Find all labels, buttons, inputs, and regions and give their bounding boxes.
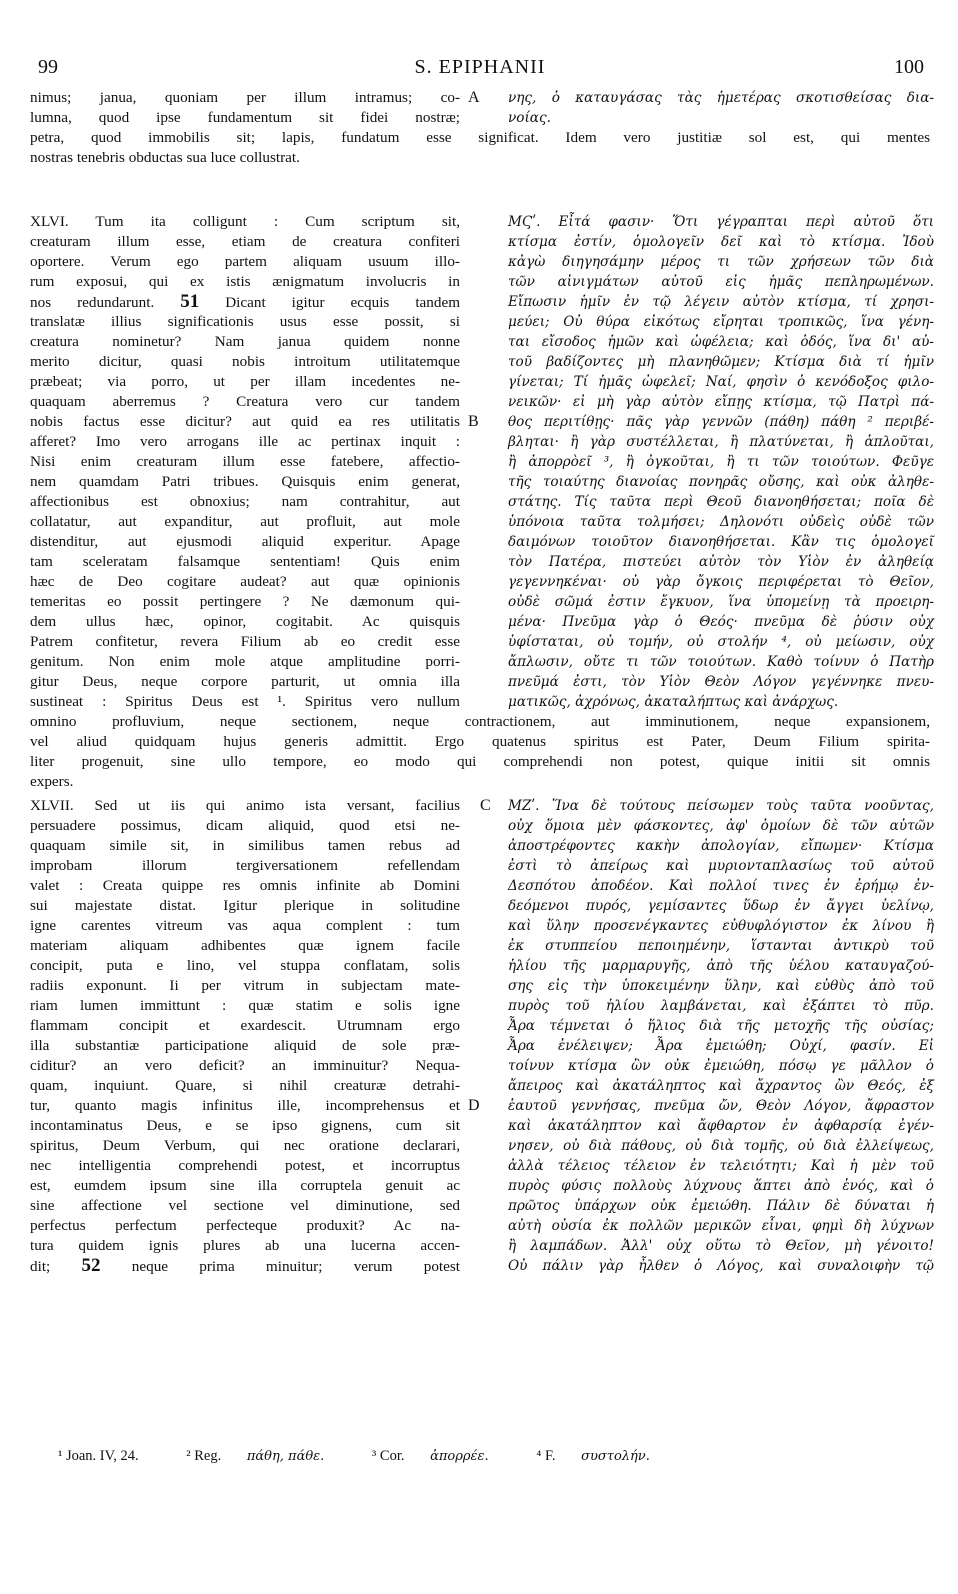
greek-line: μένα· Πνεῦμα γὰρ ὁ Θεός· πνεῦμα δὲ ῥύσιν οὐχ [508,614,934,630]
latin-line: valet : Creata quippe res omnis infinite ab Domini [30,877,460,894]
greek-line: γεγεννηκέναι· οὐ γὰρ ὄγκοις περιφέρεται τὸ Θεῖον, [508,574,934,590]
latin-line: præbeat; via porro, ut per illam incedentes ne- [30,373,460,390]
greek-line: θος περιτίθῃς· πᾶς γὰρ γεννῶν (πάθη) πάθη ² περιβέ- [508,414,934,430]
greek-line: νησεν, οὐ διὰ πάθους, οὐ διὰ τομῆς, οὐ διὰ ἐλλείψεως, [508,1138,934,1154]
latin-line: radiis exponunt. Ii per vitrum in subjectam mate- [30,977,460,994]
greek-line: τοίνυν κτίσμα ὢν οὐκ ἐμειώθη, πόσῳ γε μᾶλλον ὁ [508,1058,934,1074]
latin-line: concipit, puta e lino, vel stuppa conflatam, solis [30,957,460,974]
latin-line: genitum. Non enim mole atque amplitudine porri- [30,653,460,670]
greek-line: νοίας. [508,110,551,126]
footnote-3: ³ Cor. ἀπορρέε. [371,1448,489,1464]
greek-line: ἐκ στυππείου πεποιημένην, ἵστανται ἀντικρὺ τοῦ [508,938,934,954]
greek-line: πυρὸς τοῦ ἡλίου λαμβάνεται, καὶ ἐξάπτει τὸ πῦρ. [508,998,934,1014]
greek-line: κἀγὼ διηγησάμην μέρος τι τῶν χρήσεων τῶν διὰ [508,254,934,270]
latin-line: Nisi enim creaturam illum esse fatebere, affectio- [30,453,460,470]
latin-line: tur, quanto magis infinitus ille, incomprehensus et [30,1097,460,1114]
full-width-line: vel aliud quidquam hujus generis admittit. Ergo quatenus spiritus est Pater, Deum Filium spirita- [30,733,930,750]
latin-line: flammam concipit et exardescit. Utrumnam ergo [30,1017,460,1034]
greek-line: ἀλλὰ τέλειος τέλειον ἐν τελειότητι; Καὶ ἡ μὲν τοῦ [508,1158,934,1174]
latin-line: spiritus, Deum Verbum, qui nec oratione declarari, [30,1137,460,1154]
latin-line: ciditur? an vero deficit? an imminuitur? Nequa- [30,1057,460,1074]
greek-line: πνεῦμά ἐστι, τὸν Υἱὸν Θεὸν Λόγον γεγέννηκε πνευ- [508,674,934,690]
greek-line: μεύει; Οὐ θύρα εἰκότως εἴρηται τροπικῶς, ἵνα γένη- [508,314,934,330]
greek-line: Εἴπωσιν ἡμῖν ἐν τῷ λέγειν αὐτὸν κτίσμα, τί χρησι- [508,294,934,310]
full-width-line: petra, quod immobilis sit; lapis, fundatum esse significat. Idem vero justitiæ sol est, qui mentes [30,129,930,146]
latin-line: distenditur, aut ejusmodi aliquid experitur. Apage [30,533,460,550]
greek-line: οὐδὲ σῶμά ἐστιν ἔγκυον, ἵνα ὑπομείνῃ τὰ προειρη- [508,594,934,610]
footnote-2: ² Reg. πάθη, πάθε. [186,1448,325,1464]
latin-line: oportere. Verum ego partem aliquam usuum illo- [30,253,460,270]
greek-line: ἄπειρος καὶ ἀκατάληπτος καὶ ἄχραντος ὢν Θεός, ἐξ [508,1078,934,1094]
greek-line: στάτης. Τίς ταῦτα περὶ Θεοῦ διανοηθήσεται; ποῖα δὲ [508,494,934,510]
latin-line: incontaminatus Deus, e se ipso gignens, cum sit [30,1117,460,1134]
footnote-1: ¹ Joan. IV, 24. [58,1448,139,1464]
full-width-line: omnino profluvium, neque sectionem, neque contractionem, aut imminutionem, neque expansionem, [30,713,930,730]
latin-line: Patrem confitetur, revera Filium ab eo credit esse [30,633,460,650]
latin-line: quam, inquiunt. Quare, si nihil creaturæ detrahi- [30,1077,460,1094]
latin-line: tam sceleratam falsamque sententiam! Quis enim [30,553,460,570]
greek-line: βληται· ἢ γὰρ συστέλλεται, ἢ πλατύνεται, ἢ ἁπλοῦται, [508,434,934,450]
latin-line: dem ullus hæc, opinor, cogitabit. Ac quisquis [30,613,460,630]
section-number: 52 [81,1255,101,1276]
latin-line: lumna, quod ipse fundamentum sit fidei nostræ; [30,109,460,126]
greek-line: ἡλίου τῆς μαρμαρυγῆς, ἀπὸ τῆς ὑέλου καταυγαζού- [508,958,934,974]
greek-line: Οὐ πάλιν γὰρ ἦλθεν ὁ Λόγος, καὶ συναλοιφὴν τῷ [508,1258,934,1274]
latin-line: affectionibus est obnoxius; nam contrahitur, aut [30,493,460,510]
latin-text: nos redundarunt. [30,294,155,311]
latin-text: neque prima minuitur; verum potest [131,1258,461,1275]
full-width-line: nostras tenebris obductas sua luce collustrat. [30,149,300,166]
latin-line: hæc de Deo cogitare audeat? aut quæ opinionis [30,573,460,590]
greek-line: οὐχ ὅμοια μὲν φάσκοντες, ἀφ' ὁμοίων δὲ τῶν αὐτῶν [508,818,934,834]
margin-letter-d: D [468,1097,480,1114]
latin-line: creaturam illum esse, etiam de creatura confiteri [30,233,460,250]
latin-line: collatatur, aut expanditur, aut profluit, aut mole [30,513,460,530]
greek-line: ματικῶς, ἀχρόνως, ἀκαταλήπτως καὶ ἀνάρχως. [508,694,839,710]
greek-line: τῶν αἰνιγμάτων αὐτοῦ εἰς ἡμᾶς πεπληρωμένων. [508,274,934,290]
latin-line: creatura nominetur? Nam janua quidem nonne [30,333,460,350]
latin-line: sui majestate distat. Igitur plerique in solitudine [30,897,460,914]
greek-line: Ἆρα τέμνεται ὁ ἥλιος διὰ τῆς μετοχῆς τῆς οὐσίας; [508,1018,934,1034]
latin-line: igne carentes vitreum vas aqua complent : tum [30,917,460,934]
greek-line: ται εἴσοδος ἡμῶν καὶ ὠφέλεια; καὶ ὁδός, ἵνα δι' αὐ- [508,334,934,350]
greek-line: Δεσπότου ἀποδέον. Καὶ πολλοί τινες ἐν ἐρήμῳ ἐν- [508,878,934,894]
greek-line: νεικῶν· εἰ μὴ γὰρ αὐτὸν εἴπῃς κτίσμα, τῷ Πατρὶ πά- [508,394,934,410]
full-width-line: liter progenuit, sine ullo tempore, eo modo qui comprehendi non potest, quique initii sit omnis [30,753,930,770]
page-title: S. EPIPHANII [414,56,546,78]
latin-line: nobis factus esse dicitur? aut quid ea res utilitatis [30,413,460,430]
latin-line: nem quamdam Patri tribues. Quisquis enim generat, [30,473,460,490]
latin-line: improbam illorum tergiversationem refellendam [30,857,460,874]
page-number-right: 100 [894,56,924,78]
greek-line: ὑπόνοια ταῦτα τολμήσει; Δηλονότι οὐδεὶς οὐδὲ τῶν [508,514,934,530]
greek-line: ΜΖʹ. Ἵνα δὲ τούτους πείσωμεν τοὺς ταῦτα νοοῦντας, [508,798,934,814]
latin-line: sustineat : Spiritus Deus est ¹. Spiritus vero nullum [30,693,460,710]
greek-line: σης εἰς τὴν ὑποκειμένην ὕλην, καὶ εὐθὺς ἀπὸ τοῦ [508,978,934,994]
greek-line: ἀποστρέφοντες κακὴν ἀπολογίαν, εἴπωμεν· Κτίσμα [508,838,934,854]
section-number: 51 [180,291,200,312]
greek-line: τῆς τοιαύτης διανοίας πονηρᾶς οὔσης, καὶ οὐκ ἀληθε- [508,474,934,490]
latin-line: translatæ illius significationis usus esse possit, si [30,313,460,330]
greek-line: Ἆρα ἐνέλειψεν; Ἆρα ἐμειώθη; Οὐχί, φασίν. Εἰ [508,1038,934,1054]
greek-line: κτίσμα ἐστίν, ὁμολογεῖν δεῖ καὶ τὸ κτίσμα. Ἰδοὺ [508,234,934,250]
latin-line: illa substantiæ participatione aliquid de sole præ- [30,1037,460,1054]
greek-line: αὐτὴ οὐσία ἐκ πολλῶν μερικῶν εἶναι, φημὶ δὴ λύχνων [508,1218,934,1234]
margin-letter-b: B [468,413,479,430]
greek-line: δαιμόνων τοιοῦτον διανοηθήσεται. Κἂν τις ὁμολογεῖ [508,534,934,550]
greek-line: νης, ὁ καταυγάσας τὰς ἡμετέρας σκοτισθείσας δια- [508,90,934,106]
latin-line: rum exposui, qui ex istis ænigmatum involucris in [30,273,460,290]
margin-letter-a: A [468,89,480,106]
latin-line: gitur Deus, neque corpore parturit, ut omnia illa [30,673,460,690]
latin-text: Dicant igitur ecquis tandem [225,294,461,311]
greek-line: πρῶτος ὑπάρχων οὐκ ἐμειώθη. Πάλιν δὲ δύναται ἡ [508,1198,934,1214]
greek-line: ΜϚʹ. Εἶτά φασιν· Ὅτι γέγραπται περὶ αὐτοῦ ὅτι [508,214,934,230]
page [30,56,934,1566]
latin-line [30,1256,460,1277]
latin-line: tura quidem ignis plures ab una lucerna accen- [30,1237,460,1254]
greek-line: καὶ ὕλην προσενέγκαντες εὐθυφλόγιστον ἐκ λίνου ἢ [508,918,934,934]
latin-line: nimus; janua, quoniam per illum intramus; co- [30,89,460,106]
latin-line: perfectus perfectum perfecteque produxit? Ac na- [30,1217,460,1234]
footnotes [58,1448,694,1465]
running-head [30,56,930,84]
latin-line: XLVI. Tum ita colligunt : Cum scriptum sit, [30,213,460,230]
latin-line: materiam aliquam adhibentes quæ ignem facile [30,937,460,954]
greek-line: ὑφίσταται, οὐ τομήν, οὐ στολήν ⁴, οὐ μείωσιν, οὐχ [508,634,934,650]
footnote-4: ⁴ F. συστολήν. [536,1448,650,1464]
latin-line: XLVII. Sed ut iis qui animo ista versant, facilius [30,797,460,814]
full-width-line: expers. [30,773,74,790]
page-number-left: 99 [38,56,58,78]
greek-line: καὶ ἀκατάληπτον καὶ ἄφθαρτον ἐν ἀφθαρσίᾳ ἐγέν- [508,1118,934,1134]
latin-line [30,292,460,313]
margin-letter-c: C [480,797,491,814]
latin-line: temeritas eo possit pertingere ? Ne dæmonum qui- [30,593,460,610]
latin-line: quaquam simile sit, in similibus tamen rebus ad [30,837,460,854]
latin-line: merito dicitur, quasi nobis introitum utilitatemque [30,353,460,370]
latin-line: persuadere possimus, dicam aliquid, quod etsi ne- [30,817,460,834]
latin-line: quaquam aberremus ? Creatura vero cur tandem [30,393,460,410]
greek-line: δεόμενοι πυρός, γεμίσαντες ὕδωρ ἐν ἄγγει ὑελίνῳ, [508,898,934,914]
greek-line: γίνεται; Τί ἡμᾶς ὠφελεῖ; Ναί, φησὶν ὁ κενόδοξος φιλο- [508,374,934,390]
greek-line: ἄπλωσιν, οὔτε τι τῶν τοιούτων. Καθὸ τοίνυν ὁ Πατὴρ [508,654,934,670]
latin-line: nec intelligentia comprehendi potest, et incorruptus [30,1157,460,1174]
latin-line: est, eumdem ipsum sine illa corruptela genuit ac [30,1177,460,1194]
latin-line: afferet? Imo vero arrogans ille ac pertinax inquit : [30,433,460,450]
greek-line: ἢ λαμπάδων. Ἀλλ' οὐχ οὕτω τὸ Θεῖον, μὴ γένοιτο! [508,1238,934,1254]
greek-line: ἐστὶ τὸ ἀπείρως καὶ μυριονταπλασίως τοῦ αὐτοῦ [508,858,934,874]
greek-line: ἑαυτοῦ γεννήσας, πνεῦμα ὤν, Θεὸν Λόγον, ἄφραστον [508,1098,934,1114]
greek-line: ἢ ἀπορρὸεῖ ³, ἢ ὀγκοῦται, ἢ τι τῶν τοιούτων. Φεῦγε [508,454,934,470]
greek-line: πυρὸς φύσις πολλοὺς λύχνους ἅπτει ἀπὸ ἑνός, καὶ ὁ [508,1178,934,1194]
greek-line: τὸν Πατέρα, πιστεύει αὐτὸν τὸν Υἱὸν ἐν ἀληθείᾳ [508,554,934,570]
greek-line: τοῦ βαδίζοντες μὴ πλανηθῶμεν; Κτίσμα διὰ τί ἡμῖν [508,354,934,370]
latin-line: sine affectione vel sectione vel diminutione, sed [30,1197,460,1214]
latin-text: dit; [30,1258,51,1275]
latin-line: riam lumen immittunt : quæ statim e solis igne [30,997,460,1014]
